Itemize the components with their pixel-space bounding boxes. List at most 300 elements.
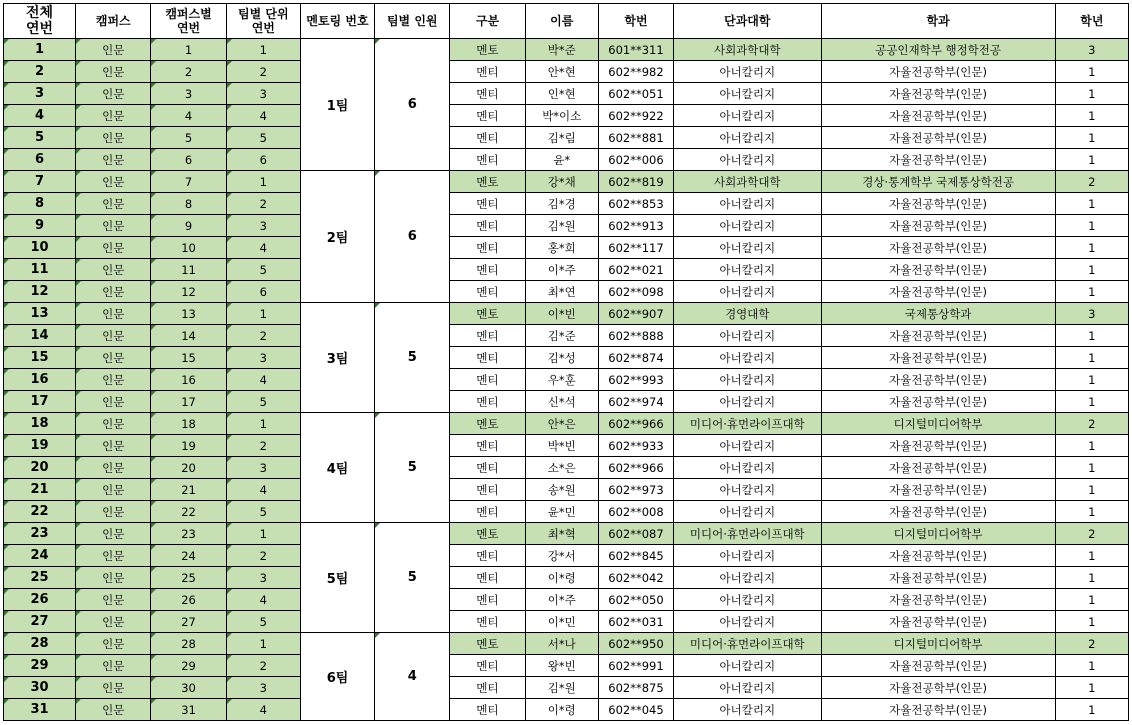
college-cell[interactable]: [674, 347, 821, 369]
name-cell[interactable]: [525, 259, 598, 281]
team-index-cell[interactable]: [226, 655, 300, 677]
role-cell[interactable]: [450, 699, 525, 721]
campus-index-cell[interactable]: [151, 699, 226, 721]
name-cell[interactable]: [525, 325, 598, 347]
department-cell[interactable]: [821, 523, 1055, 545]
name-cell[interactable]: [525, 171, 598, 193]
year-cell[interactable]: [1055, 391, 1128, 413]
campus-cell[interactable]: [76, 655, 151, 677]
total-index-cell[interactable]: [4, 215, 76, 237]
department-cell[interactable]: [821, 171, 1055, 193]
student-id-cell[interactable]: [598, 303, 673, 325]
campus-cell[interactable]: [76, 435, 151, 457]
campus-index-cell[interactable]: [151, 479, 226, 501]
name-cell[interactable]: [525, 523, 598, 545]
campus-cell[interactable]: [76, 501, 151, 523]
role-cell[interactable]: [450, 281, 525, 303]
student-id-cell[interactable]: [598, 523, 673, 545]
student-id-cell[interactable]: [598, 479, 673, 501]
total-index-cell[interactable]: [4, 567, 76, 589]
campus-index-cell[interactable]: [151, 61, 226, 83]
department-cell[interactable]: [821, 259, 1055, 281]
college-cell[interactable]: [674, 655, 821, 677]
campus-cell[interactable]: [76, 611, 151, 633]
team-index-cell[interactable]: [226, 325, 300, 347]
department-cell[interactable]: [821, 413, 1055, 435]
team-label-cell[interactable]: [300, 523, 374, 633]
campus-cell[interactable]: [76, 369, 151, 391]
team-label-cell[interactable]: [300, 413, 374, 523]
campus-cell[interactable]: [76, 171, 151, 193]
total-index-cell[interactable]: [4, 611, 76, 633]
role-cell[interactable]: [450, 259, 525, 281]
team-index-cell[interactable]: [226, 633, 300, 655]
department-cell[interactable]: [821, 61, 1055, 83]
name-cell[interactable]: [525, 83, 598, 105]
team-index-cell[interactable]: [226, 259, 300, 281]
role-cell[interactable]: [450, 457, 525, 479]
team-index-cell[interactable]: [226, 589, 300, 611]
role-cell[interactable]: [450, 193, 525, 215]
name-cell[interactable]: [525, 611, 598, 633]
role-cell[interactable]: [450, 171, 525, 193]
campus-index-cell[interactable]: [151, 215, 226, 237]
college-cell[interactable]: [674, 523, 821, 545]
campus-index-cell[interactable]: [151, 435, 226, 457]
total-index-cell[interactable]: [4, 149, 76, 171]
campus-index-cell[interactable]: [151, 501, 226, 523]
campus-index-cell[interactable]: [151, 523, 226, 545]
total-index-cell[interactable]: [4, 435, 76, 457]
campus-cell[interactable]: [76, 281, 151, 303]
role-cell[interactable]: [450, 61, 525, 83]
college-cell[interactable]: [674, 435, 821, 457]
year-cell[interactable]: [1055, 127, 1128, 149]
student-id-cell[interactable]: [598, 501, 673, 523]
total-index-cell[interactable]: [4, 589, 76, 611]
year-cell[interactable]: [1055, 193, 1128, 215]
campus-cell[interactable]: [76, 347, 151, 369]
team-count-cell[interactable]: [375, 413, 450, 523]
department-cell[interactable]: [821, 347, 1055, 369]
team-index-cell[interactable]: [226, 215, 300, 237]
year-cell[interactable]: [1055, 39, 1128, 61]
campus-cell[interactable]: [76, 567, 151, 589]
year-cell[interactable]: [1055, 325, 1128, 347]
team-index-cell[interactable]: [226, 391, 300, 413]
campus-index-cell[interactable]: [151, 391, 226, 413]
team-index-cell[interactable]: [226, 435, 300, 457]
student-id-cell[interactable]: [598, 369, 673, 391]
total-index-cell[interactable]: [4, 127, 76, 149]
campus-index-cell[interactable]: [151, 171, 226, 193]
student-id-cell[interactable]: [598, 413, 673, 435]
team-label-cell[interactable]: [300, 633, 374, 721]
year-cell[interactable]: [1055, 237, 1128, 259]
campus-cell[interactable]: [76, 677, 151, 699]
total-index-cell[interactable]: [4, 259, 76, 281]
campus-index-cell[interactable]: [151, 193, 226, 215]
department-cell[interactable]: [821, 149, 1055, 171]
total-index-cell[interactable]: [4, 633, 76, 655]
campus-index-cell[interactable]: [151, 347, 226, 369]
department-cell[interactable]: [821, 303, 1055, 325]
campus-cell[interactable]: [76, 105, 151, 127]
name-cell[interactable]: [525, 655, 598, 677]
team-label-cell[interactable]: [300, 303, 374, 413]
role-cell[interactable]: [450, 325, 525, 347]
campus-cell[interactable]: [76, 325, 151, 347]
student-id-cell[interactable]: [598, 105, 673, 127]
student-id-cell[interactable]: [598, 281, 673, 303]
team-index-cell[interactable]: [226, 83, 300, 105]
total-index-cell[interactable]: [4, 237, 76, 259]
role-cell[interactable]: [450, 435, 525, 457]
year-cell[interactable]: [1055, 215, 1128, 237]
year-cell[interactable]: [1055, 347, 1128, 369]
campus-index-cell[interactable]: [151, 281, 226, 303]
campus-cell[interactable]: [76, 413, 151, 435]
campus-index-cell[interactable]: [151, 677, 226, 699]
name-cell[interactable]: [525, 127, 598, 149]
college-cell[interactable]: [674, 105, 821, 127]
student-id-cell[interactable]: [598, 545, 673, 567]
name-cell[interactable]: [525, 413, 598, 435]
year-cell[interactable]: [1055, 479, 1128, 501]
campus-cell[interactable]: [76, 303, 151, 325]
team-index-cell[interactable]: [226, 501, 300, 523]
name-cell[interactable]: [525, 699, 598, 721]
role-cell[interactable]: [450, 479, 525, 501]
college-cell[interactable]: [674, 149, 821, 171]
college-cell[interactable]: [674, 699, 821, 721]
college-cell[interactable]: [674, 193, 821, 215]
role-cell[interactable]: [450, 83, 525, 105]
team-index-cell[interactable]: [226, 105, 300, 127]
year-cell[interactable]: [1055, 457, 1128, 479]
total-index-cell[interactable]: [4, 193, 76, 215]
year-cell[interactable]: [1055, 655, 1128, 677]
role-cell[interactable]: [450, 677, 525, 699]
year-cell[interactable]: [1055, 435, 1128, 457]
team-count-cell[interactable]: [375, 523, 450, 633]
total-index-cell[interactable]: [4, 369, 76, 391]
role-cell[interactable]: [450, 545, 525, 567]
campus-cell[interactable]: [76, 83, 151, 105]
role-cell[interactable]: [450, 303, 525, 325]
campus-index-cell[interactable]: [151, 149, 226, 171]
team-index-cell[interactable]: [226, 171, 300, 193]
total-index-cell[interactable]: [4, 303, 76, 325]
name-cell[interactable]: [525, 391, 598, 413]
role-cell[interactable]: [450, 237, 525, 259]
student-id-cell[interactable]: [598, 589, 673, 611]
year-cell[interactable]: [1055, 589, 1128, 611]
year-cell[interactable]: [1055, 699, 1128, 721]
department-cell[interactable]: [821, 655, 1055, 677]
name-cell[interactable]: [525, 479, 598, 501]
year-cell[interactable]: [1055, 303, 1128, 325]
student-id-cell[interactable]: [598, 259, 673, 281]
student-id-cell[interactable]: [598, 391, 673, 413]
campus-index-cell[interactable]: [151, 567, 226, 589]
team-index-cell[interactable]: [226, 479, 300, 501]
student-id-cell[interactable]: [598, 677, 673, 699]
total-index-cell[interactable]: [4, 523, 76, 545]
team-index-cell[interactable]: [226, 127, 300, 149]
team-count-cell[interactable]: [375, 171, 450, 303]
team-index-cell[interactable]: [226, 545, 300, 567]
department-cell[interactable]: [821, 193, 1055, 215]
student-id-cell[interactable]: [598, 171, 673, 193]
name-cell[interactable]: [525, 501, 598, 523]
total-index-cell[interactable]: [4, 281, 76, 303]
student-id-cell[interactable]: [598, 83, 673, 105]
department-cell[interactable]: [821, 391, 1055, 413]
department-cell[interactable]: [821, 215, 1055, 237]
campus-index-cell[interactable]: [151, 303, 226, 325]
team-index-cell[interactable]: [226, 611, 300, 633]
team-index-cell[interactable]: [226, 61, 300, 83]
student-id-cell[interactable]: [598, 237, 673, 259]
campus-cell[interactable]: [76, 215, 151, 237]
year-cell[interactable]: [1055, 105, 1128, 127]
role-cell[interactable]: [450, 127, 525, 149]
department-cell[interactable]: [821, 589, 1055, 611]
role-cell[interactable]: [450, 105, 525, 127]
campus-index-cell[interactable]: [151, 545, 226, 567]
campus-cell[interactable]: [76, 391, 151, 413]
total-index-cell[interactable]: [4, 501, 76, 523]
campus-index-cell[interactable]: [151, 457, 226, 479]
name-cell[interactable]: [525, 545, 598, 567]
college-cell[interactable]: [674, 567, 821, 589]
year-cell[interactable]: [1055, 677, 1128, 699]
team-index-cell[interactable]: [226, 39, 300, 61]
college-cell[interactable]: [674, 325, 821, 347]
student-id-cell[interactable]: [598, 149, 673, 171]
team-index-cell[interactable]: [226, 413, 300, 435]
student-id-cell[interactable]: [598, 633, 673, 655]
total-index-cell[interactable]: [4, 83, 76, 105]
total-index-cell[interactable]: [4, 457, 76, 479]
college-cell[interactable]: [674, 281, 821, 303]
campus-index-cell[interactable]: [151, 237, 226, 259]
campus-cell[interactable]: [76, 39, 151, 61]
college-cell[interactable]: [674, 479, 821, 501]
department-cell[interactable]: [821, 39, 1055, 61]
college-cell[interactable]: [674, 171, 821, 193]
total-index-cell[interactable]: [4, 347, 76, 369]
role-cell[interactable]: [450, 369, 525, 391]
department-cell[interactable]: [821, 325, 1055, 347]
total-index-cell[interactable]: [4, 413, 76, 435]
campus-index-cell[interactable]: [151, 39, 226, 61]
team-index-cell[interactable]: [226, 347, 300, 369]
team-index-cell[interactable]: [226, 149, 300, 171]
name-cell[interactable]: [525, 105, 598, 127]
campus-cell[interactable]: [76, 523, 151, 545]
campus-cell[interactable]: [76, 127, 151, 149]
year-cell[interactable]: [1055, 611, 1128, 633]
role-cell[interactable]: [450, 633, 525, 655]
student-id-cell[interactable]: [598, 567, 673, 589]
team-index-cell[interactable]: [226, 567, 300, 589]
campus-cell[interactable]: [76, 149, 151, 171]
total-index-cell[interactable]: [4, 391, 76, 413]
team-label-cell[interactable]: [300, 171, 374, 303]
department-cell[interactable]: [821, 435, 1055, 457]
department-cell[interactable]: [821, 457, 1055, 479]
college-cell[interactable]: [674, 413, 821, 435]
team-index-cell[interactable]: [226, 523, 300, 545]
name-cell[interactable]: [525, 149, 598, 171]
team-index-cell[interactable]: [226, 193, 300, 215]
campus-cell[interactable]: [76, 259, 151, 281]
team-index-cell[interactable]: [226, 677, 300, 699]
college-cell[interactable]: [674, 39, 821, 61]
name-cell[interactable]: [525, 237, 598, 259]
department-cell[interactable]: [821, 281, 1055, 303]
campus-index-cell[interactable]: [151, 259, 226, 281]
department-cell[interactable]: [821, 105, 1055, 127]
team-index-cell[interactable]: [226, 281, 300, 303]
college-cell[interactable]: [674, 677, 821, 699]
college-cell[interactable]: [674, 457, 821, 479]
team-count-cell[interactable]: [375, 303, 450, 413]
college-cell[interactable]: [674, 611, 821, 633]
campus-index-cell[interactable]: [151, 105, 226, 127]
campus-cell[interactable]: [76, 699, 151, 721]
role-cell[interactable]: [450, 39, 525, 61]
team-index-cell[interactable]: [226, 699, 300, 721]
department-cell[interactable]: [821, 633, 1055, 655]
name-cell[interactable]: [525, 61, 598, 83]
campus-cell[interactable]: [76, 193, 151, 215]
role-cell[interactable]: [450, 347, 525, 369]
campus-index-cell[interactable]: [151, 369, 226, 391]
year-cell[interactable]: [1055, 567, 1128, 589]
role-cell[interactable]: [450, 523, 525, 545]
department-cell[interactable]: [821, 127, 1055, 149]
year-cell[interactable]: [1055, 369, 1128, 391]
team-index-cell[interactable]: [226, 457, 300, 479]
role-cell[interactable]: [450, 501, 525, 523]
campus-index-cell[interactable]: [151, 611, 226, 633]
name-cell[interactable]: [525, 677, 598, 699]
college-cell[interactable]: [674, 369, 821, 391]
department-cell[interactable]: [821, 567, 1055, 589]
college-cell[interactable]: [674, 303, 821, 325]
college-cell[interactable]: [674, 589, 821, 611]
student-id-cell[interactable]: [598, 347, 673, 369]
team-index-cell[interactable]: [226, 237, 300, 259]
student-id-cell[interactable]: [598, 39, 673, 61]
team-index-cell[interactable]: [226, 369, 300, 391]
name-cell[interactable]: [525, 369, 598, 391]
role-cell[interactable]: [450, 391, 525, 413]
name-cell[interactable]: [525, 303, 598, 325]
name-cell[interactable]: [525, 633, 598, 655]
campus-index-cell[interactable]: [151, 413, 226, 435]
year-cell[interactable]: [1055, 545, 1128, 567]
total-index-cell[interactable]: [4, 105, 76, 127]
role-cell[interactable]: [450, 413, 525, 435]
role-cell[interactable]: [450, 567, 525, 589]
college-cell[interactable]: [674, 127, 821, 149]
college-cell[interactable]: [674, 61, 821, 83]
student-id-cell[interactable]: [598, 435, 673, 457]
department-cell[interactable]: [821, 83, 1055, 105]
college-cell[interactable]: [674, 391, 821, 413]
student-id-cell[interactable]: [598, 611, 673, 633]
department-cell[interactable]: [821, 479, 1055, 501]
name-cell[interactable]: [525, 347, 598, 369]
year-cell[interactable]: [1055, 413, 1128, 435]
year-cell[interactable]: [1055, 171, 1128, 193]
department-cell[interactable]: [821, 699, 1055, 721]
role-cell[interactable]: [450, 149, 525, 171]
campus-index-cell[interactable]: [151, 83, 226, 105]
campus-index-cell[interactable]: [151, 325, 226, 347]
campus-cell[interactable]: [76, 589, 151, 611]
department-cell[interactable]: [821, 677, 1055, 699]
team-count-cell[interactable]: [375, 633, 450, 721]
department-cell[interactable]: [821, 545, 1055, 567]
college-cell[interactable]: [674, 501, 821, 523]
year-cell[interactable]: [1055, 633, 1128, 655]
student-id-cell[interactable]: [598, 699, 673, 721]
campus-index-cell[interactable]: [151, 127, 226, 149]
college-cell[interactable]: [674, 215, 821, 237]
year-cell[interactable]: [1055, 523, 1128, 545]
name-cell[interactable]: [525, 193, 598, 215]
year-cell[interactable]: [1055, 61, 1128, 83]
student-id-cell[interactable]: [598, 655, 673, 677]
department-cell[interactable]: [821, 237, 1055, 259]
team-label-cell[interactable]: [300, 39, 374, 171]
name-cell[interactable]: [525, 215, 598, 237]
campus-cell[interactable]: [76, 237, 151, 259]
student-id-cell[interactable]: [598, 61, 673, 83]
student-id-cell[interactable]: [598, 325, 673, 347]
name-cell[interactable]: [525, 457, 598, 479]
total-index-cell[interactable]: [4, 325, 76, 347]
total-index-cell[interactable]: [4, 677, 76, 699]
name-cell[interactable]: [525, 435, 598, 457]
campus-index-cell[interactable]: [151, 589, 226, 611]
team-count-cell[interactable]: [375, 39, 450, 171]
department-cell[interactable]: [821, 611, 1055, 633]
name-cell[interactable]: [525, 589, 598, 611]
college-cell[interactable]: [674, 237, 821, 259]
campus-cell[interactable]: [76, 61, 151, 83]
year-cell[interactable]: [1055, 281, 1128, 303]
role-cell[interactable]: [450, 611, 525, 633]
student-id-cell[interactable]: [598, 215, 673, 237]
team-index-cell[interactable]: [226, 303, 300, 325]
campus-index-cell[interactable]: [151, 655, 226, 677]
year-cell[interactable]: [1055, 149, 1128, 171]
year-cell[interactable]: [1055, 83, 1128, 105]
total-index-cell[interactable]: [4, 171, 76, 193]
role-cell[interactable]: [450, 589, 525, 611]
college-cell[interactable]: [674, 633, 821, 655]
name-cell[interactable]: [525, 281, 598, 303]
campus-cell[interactable]: [76, 545, 151, 567]
student-id-cell[interactable]: [598, 193, 673, 215]
student-id-cell[interactable]: [598, 457, 673, 479]
